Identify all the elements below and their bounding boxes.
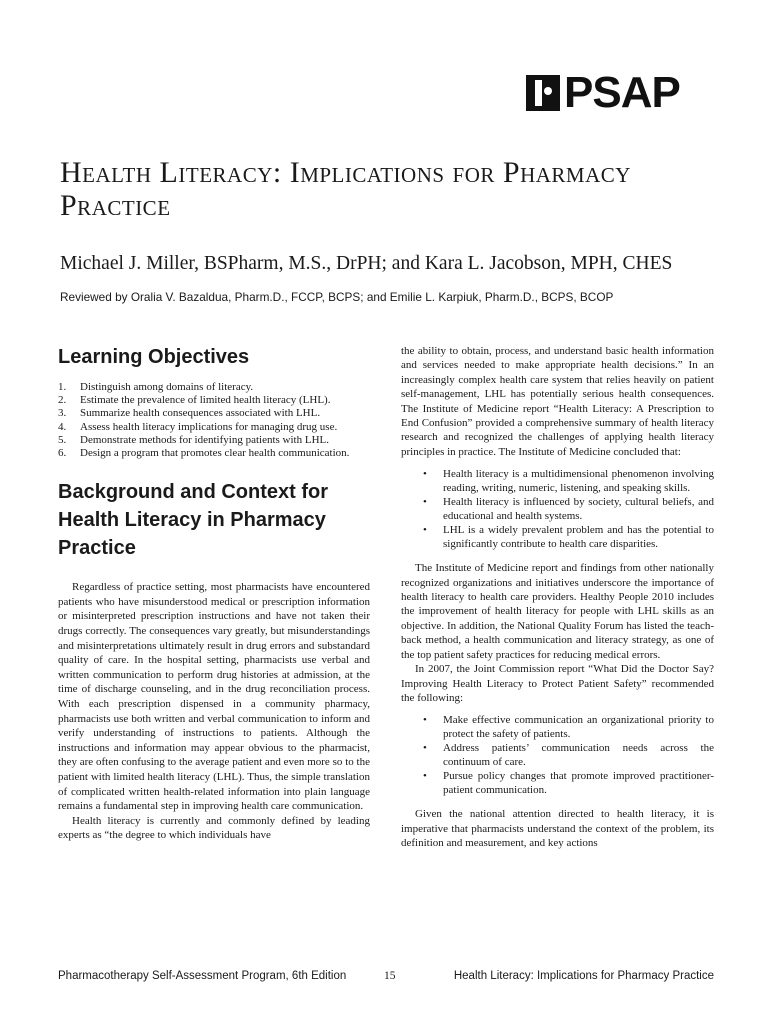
body-paragraph: In 2007, the Joint Commission report “What Did the Doctor Say? Improving Health Literacy to Protect Patient Safety” recommended the following: <box>401 663 714 704</box>
list-item: • Address patients’ communication needs across the continuum of care. <box>423 742 714 769</box>
background-paragraph: Health literacy is currently and commonly defined by leading experts as “the degree to which individuals have <box>58 814 370 842</box>
body-paragraph: Given the national attention directed to health literacy, it is imperative that pharmacists understand the context of the problem, its definition and measurement, and key actions <box>401 808 714 850</box>
psap-figure-icon <box>526 75 560 111</box>
article-title: Health Literacy: Implications for Pharmacy Practice <box>60 156 631 222</box>
left-column <box>58 343 370 843</box>
body-paragraph: the ability to obtain, process, and understand basic health information and services needed to make appropriate health decisions.” In an increasingly complex health care system that relies heavily on patient self-management, LHL has potentially serious health consequences. The Institute of Medicine report “Health Literacy: A Prescription to End Confusion” provided a comprehensive summary of health literacy research and recognized the challenges of applying health literacy principles in practice. The Institute of Medicine concluded that: <box>401 345 714 458</box>
background-paragraph: Regardless of practice setting, most pharmacists have encountered patients who have misunderstood medical or prescription information or misinterpreted prescription instructions and have not taken their drugs correctly. The consequences vary greatly, but misunderstandings and misinterpretations ultimately result in drug errors and substandard quality of care. In the hospital setting, pharmacists use verbal and written communication to perform drug histories at admission, at the time of discharge counseling, and in the drug reconciliation process. With each prescription dispensed in a community pharmacy, pharmacists use both written and verbal communication to inform and verify understanding of instructions to patients. Although the instructions and information may appear obvious to the pharmacist, they are often confusing to the average patient and even more so to the patient with limited health literacy (LHL). Thus, the simple translation of complicated written health-related information into plain language remains a fundamental step in improving health care communication. <box>58 581 370 813</box>
psap-logo <box>526 68 716 117</box>
list-item: 5. Demonstrate methods for identifying patients with LHL. <box>58 433 329 446</box>
list-item: 6. Design a program that promotes clear health communication. <box>58 447 350 460</box>
list-item: • LHL is a widely prevalent problem and has the potential to significantly contribute to health care disparities. <box>423 524 714 551</box>
page-number: 15 <box>384 970 396 982</box>
list-item: 3. Summarize health consequences associated with LHL. <box>58 407 321 420</box>
list-item: 2. Estimate the prevalence of limited health literacy (LHL). <box>58 394 331 407</box>
iom-conclusions-list <box>401 467 714 551</box>
body-paragraph: The Institute of Medicine report and findings from other nationally recognized organizations and initiatives underscore the importance of health literacy to health care providers. Healthy People 2010 includes the improvement of health literacy for people with LHL skills as an objective. In addition, the National Quality Forum has listed the teach-back method, a health communication and literacy strategy, as one of the top patient safety practices for reducing medical errors. <box>401 562 714 661</box>
list-item: 1. Distinguish among domains of literacy. <box>58 381 254 393</box>
list-item: 4. Assess health literacy implications for managing drug use. <box>58 420 338 433</box>
footer-article-title: Health Literacy: Implications for Pharmacy Practice <box>453 970 714 982</box>
footer-publication: Pharmacotherapy Self-Assessment Program, 6th Edition <box>58 970 347 982</box>
background-heading: Background and Context for Health Literacy in Pharmacy Practice <box>58 481 329 560</box>
learning-objectives-list <box>58 381 370 460</box>
article-authors: Michael J. Miller, BSPharm, M.S., DrPH; and Kara L. Jacobson, MPH, CHES <box>60 253 673 274</box>
joint-commission-list <box>401 713 714 797</box>
list-item: • Health literacy is influenced by society, cultural beliefs, and educational and health systems. <box>423 496 714 523</box>
list-item: • Make effective communication an organizational priority to protect the safety of patients. <box>423 714 714 741</box>
learning-objectives-heading: Learning Objectives <box>58 346 250 368</box>
list-item: • Health literacy is a multidimensional phenomenon involving reading, writing, numeric, listening, and speaking skills. <box>423 468 714 495</box>
page-footer <box>58 968 714 984</box>
psap-logo-text: PSAP <box>564 68 680 117</box>
list-item: • Pursue policy changes that promote improved practitioner-patient communication. <box>423 770 714 797</box>
article-reviewers: Reviewed by Oralia V. Bazaldua, Pharm.D., FCCP, BCPS; and Emilie L. Karpiuk, Pharm.D., BCPS, BCOP <box>60 290 614 304</box>
right-column <box>401 344 714 851</box>
